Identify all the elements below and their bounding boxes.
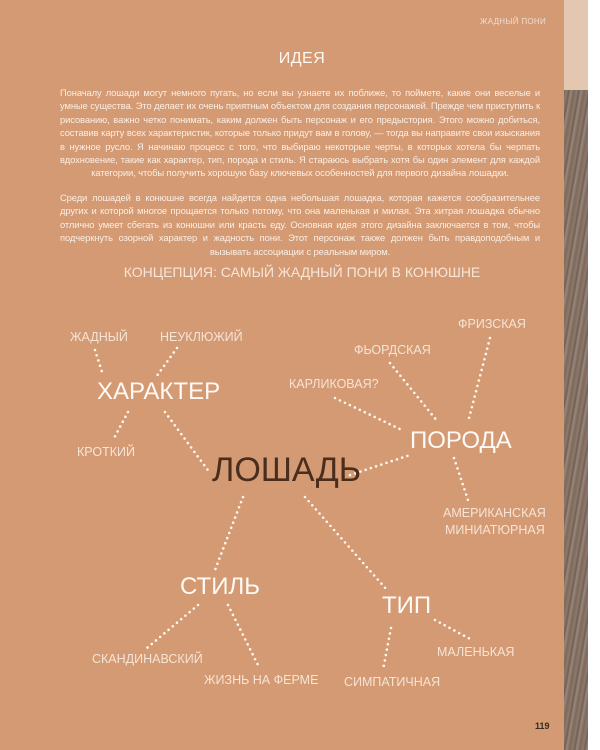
page-edge [564, 0, 588, 90]
connector-friesian [468, 338, 490, 422]
connector-character [165, 412, 210, 473]
connector-small [435, 620, 472, 640]
paragraph-concept: Среди лошадей в конюшне всегда найдется одна небольшая лошадка, которая кажется сообразительнее других и которой многое прощается только потому, что она маленькая и милая. Эта хитрая лошадка обычно отлично умеет сбегать из конюшни или красть еду. Основная идея этого дизайна заключается в том, чтобы подчеркнуть озорной характер и жадность пони. Этот персонаж также должен быть правдоподобным и вызывать ассоциации с реальным миром. [60, 192, 540, 257]
category-style: СТИЛЬ [180, 573, 260, 600]
breed-dwarf: КАРЛИКОВАЯ? [289, 377, 379, 391]
paragraph-intro: Поначалу лошади могут немного пугать, но если вы узнаете их поближе, то поймете, какие они веселые и умные существа. Это делает их очень приятным объектом для создания персонажей. Прежде чем приступить к рисованию, важно четко понимать, каким должен быть персонаж и его предыстория. Этого можно добиться, составив карту всех характеристик, которые только придут вам в голову, — тогда вы направите свои изыскания в нужное русло. Я начинаю процесс с того, что выбираю некоторые черты, в которых хотела бы черпать вдохновение, такие как характер, тип, порода и стиль. Я стараюсь выбрать хотя бы один элемент для каждой категории, чтобы получить хорошую базу ключевых особенностей для первого дизайна лошадки. [60, 87, 540, 179]
breed-friesian: ФРИЗСКАЯ [458, 317, 526, 331]
category-type: ТИП [382, 592, 432, 619]
style-scandinavian: СКАНДИНАВСКИЙ [92, 652, 203, 666]
type-small: МАЛЕНЬКАЯ [437, 645, 515, 659]
connector-clumsy [156, 348, 177, 377]
breed-american: АМЕРИКАНСКАЯ [443, 506, 546, 520]
trait-meek: КРОТКИЙ [77, 445, 135, 459]
category-character: ХАРАКТЕР [97, 378, 221, 405]
running-header: ЖАДНЫЙ ПОНИ [480, 17, 547, 26]
trait-greedy: ЖАДНЫЙ [70, 330, 128, 344]
style-farm-life: ЖИЗНЬ НА ФЕРМЕ [204, 673, 319, 687]
connector-meek [113, 412, 128, 440]
center-node: ЛОШАДЬ [212, 451, 362, 489]
connector-scandinavian [147, 605, 198, 648]
breed-fjord: ФЬОРДСКАЯ [354, 343, 431, 357]
page-number: 119 [535, 721, 550, 731]
connector-greedy [95, 350, 103, 375]
connector-dwarf [335, 398, 402, 430]
connector-cute [383, 628, 391, 670]
type-cute: СИМПАТИЧНАЯ [344, 675, 441, 689]
connector-style [215, 497, 243, 570]
fur-texture-strip [564, 90, 588, 750]
concept-heading: КОНЦЕПЦИЯ: САМЫЙ ЖАДНЫЙ ПОНИ В КОНЮШНЕ [123, 264, 481, 280]
section-title: ИДЕЯ [278, 50, 326, 67]
trait-clumsy: НЕУКЛЮЖИЙ [160, 330, 243, 344]
connector-fjord [390, 363, 438, 422]
category-breed: ПОРОДА [410, 427, 512, 454]
breed-miniature: МИНИАТЮРНАЯ [445, 523, 545, 537]
connector-american [454, 458, 468, 500]
connector-type [305, 497, 387, 590]
connector-farm-life [228, 605, 258, 665]
